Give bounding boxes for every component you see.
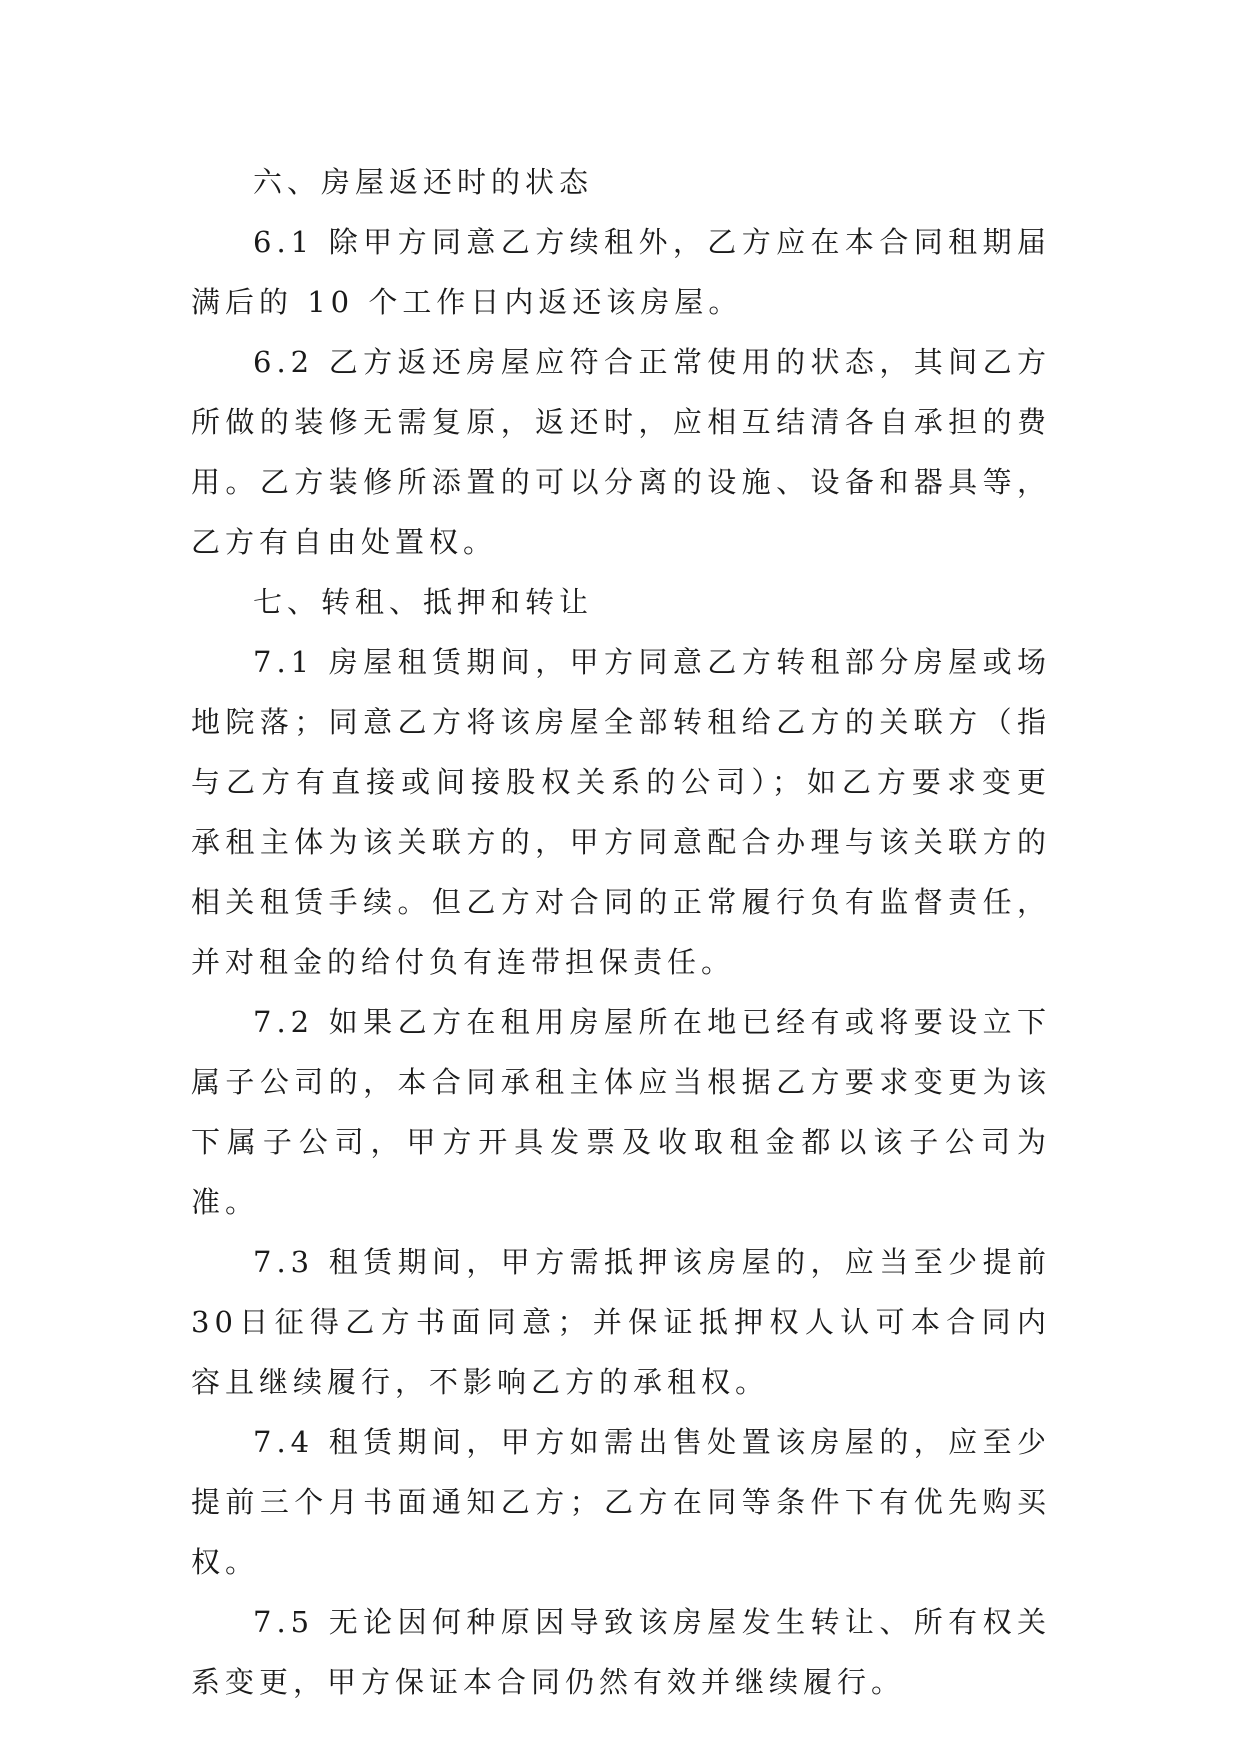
- clause-7-4: 7.4 租赁期间，甲方如需出售处置该房屋的，应至少提前三个月书面通知乙方；乙方在同等条件下有优先购买权。: [191, 1425, 1051, 1579]
- clause-6-1: 6.1 除甲方同意乙方续租外，乙方应在本合同租期届满后的 10 个工作日内返还该房屋。: [191, 225, 1051, 319]
- clause-7-1: 7.1 房屋租赁期间，甲方同意乙方转租部分房屋或场地院落；同意乙方将该房屋全部转租给乙方的关联方（指与乙方有直接或间接股权关系的公司）；如乙方要求变更承租主体为该关联方的，甲方同意配合办理与该关联方的相关租赁手续。但乙方对合同的正常履行负有监督责任，并对租金的给付负有连带担保责任。: [191, 645, 1051, 979]
- clause-7-5: 7.5 无论因何种原因导致该房屋发生转让、所有权关系变更，甲方保证本合同仍然有效并继续履行。: [191, 1605, 1051, 1699]
- section-6-heading: 六、房屋返还时的状态: [253, 165, 594, 199]
- section-7-heading: 七、转租、抵押和转让: [253, 585, 594, 619]
- clause-7-2: 7.2 如果乙方在租用房屋所在地已经有或将要设立下属子公司的，本合同承租主体应当根据乙方要求变更为该下属子公司，甲方开具发票及收取租金都以该子公司为准。: [191, 1005, 1051, 1219]
- clause-6-2: 6.2 乙方返还房屋应符合正常使用的状态，其间乙方所做的装修无需复原，返还时，应相互结清各自承担的费用。乙方装修所添置的可以分离的设施、设备和器具等，乙方有自由处置权。: [191, 345, 1051, 559]
- document-body: [191, 152, 1051, 1712]
- clause-7-3: 7.3 租赁期间，甲方需抵押该房屋的，应当至少提前30日征得乙方书面同意；并保证抵押权人认可本合同内容且继续履行，不影响乙方的承租权。: [191, 1245, 1051, 1399]
